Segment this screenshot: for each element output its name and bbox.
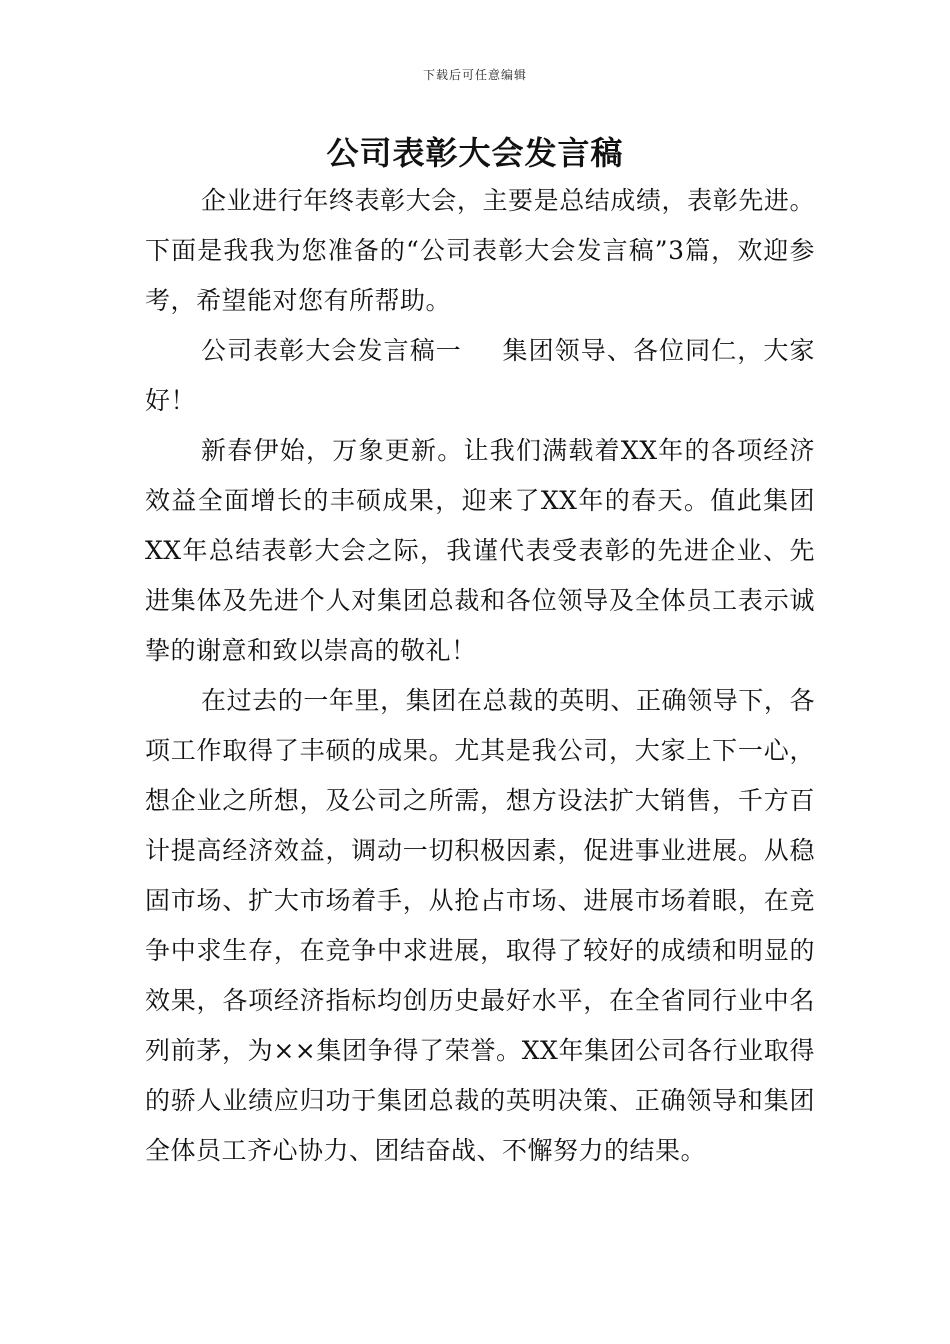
body-paragraph: 在过去的一年里，集团在总裁的英明、正确领导下，各项工作取得了丰硕的成果。尤其是我公司，大家上下一心，想企业之所想，及公司之所需，想方设法扩大销售，千方百计提高经济效益，调动一切积极因素，促进事业进展。从稳固市场、扩大市场着手，从抢占市场、进展市场着眼，在竞争中求生存，在竞争中求进展，取得了较好的成绩和明显的效果，各项经济指标均创历史最好水平，在全省同行业中名列前茅，为××集团争得了荣誉。XX年集团公司各行业取得的骄人业绩应归功于集团总裁的英明决策、正确领导和集团全体员工齐心协力、团结奋战、不懈努力的结果。 <box>145 686 815 1165</box>
section-heading-paragraph <box>145 326 815 426</box>
header-note: 下载后可任意编辑 <box>422 68 527 82</box>
document-body <box>145 176 815 1176</box>
section-heading: 公司表彰大会发言稿一 <box>201 336 462 365</box>
intro-paragraph: 企业进行年终表彰大会，主要是总结成绩，表彰先进。下面是我我为您准备的“公司表彰大会发言稿”3篇，欢迎参考，希望能对您有所帮助。 <box>145 186 815 315</box>
body-paragraph: 新春伊始，万象更新。让我们满载着XX年的各项经济效益全面增长的丰硕成果，迎来了XX年的春天。值此集团XX年总结表彰大会之际，我谨代表受表彰的先进企业、先进集体及先进个人对集团总裁和各位领导及全体员工表示诚挚的谢意和致以崇高的敬礼！ <box>145 436 815 665</box>
greeting-text: 集团领导、各位同仁，大家好！ <box>145 336 815 415</box>
document-title: 公司表彰大会发言稿 <box>326 134 624 172</box>
